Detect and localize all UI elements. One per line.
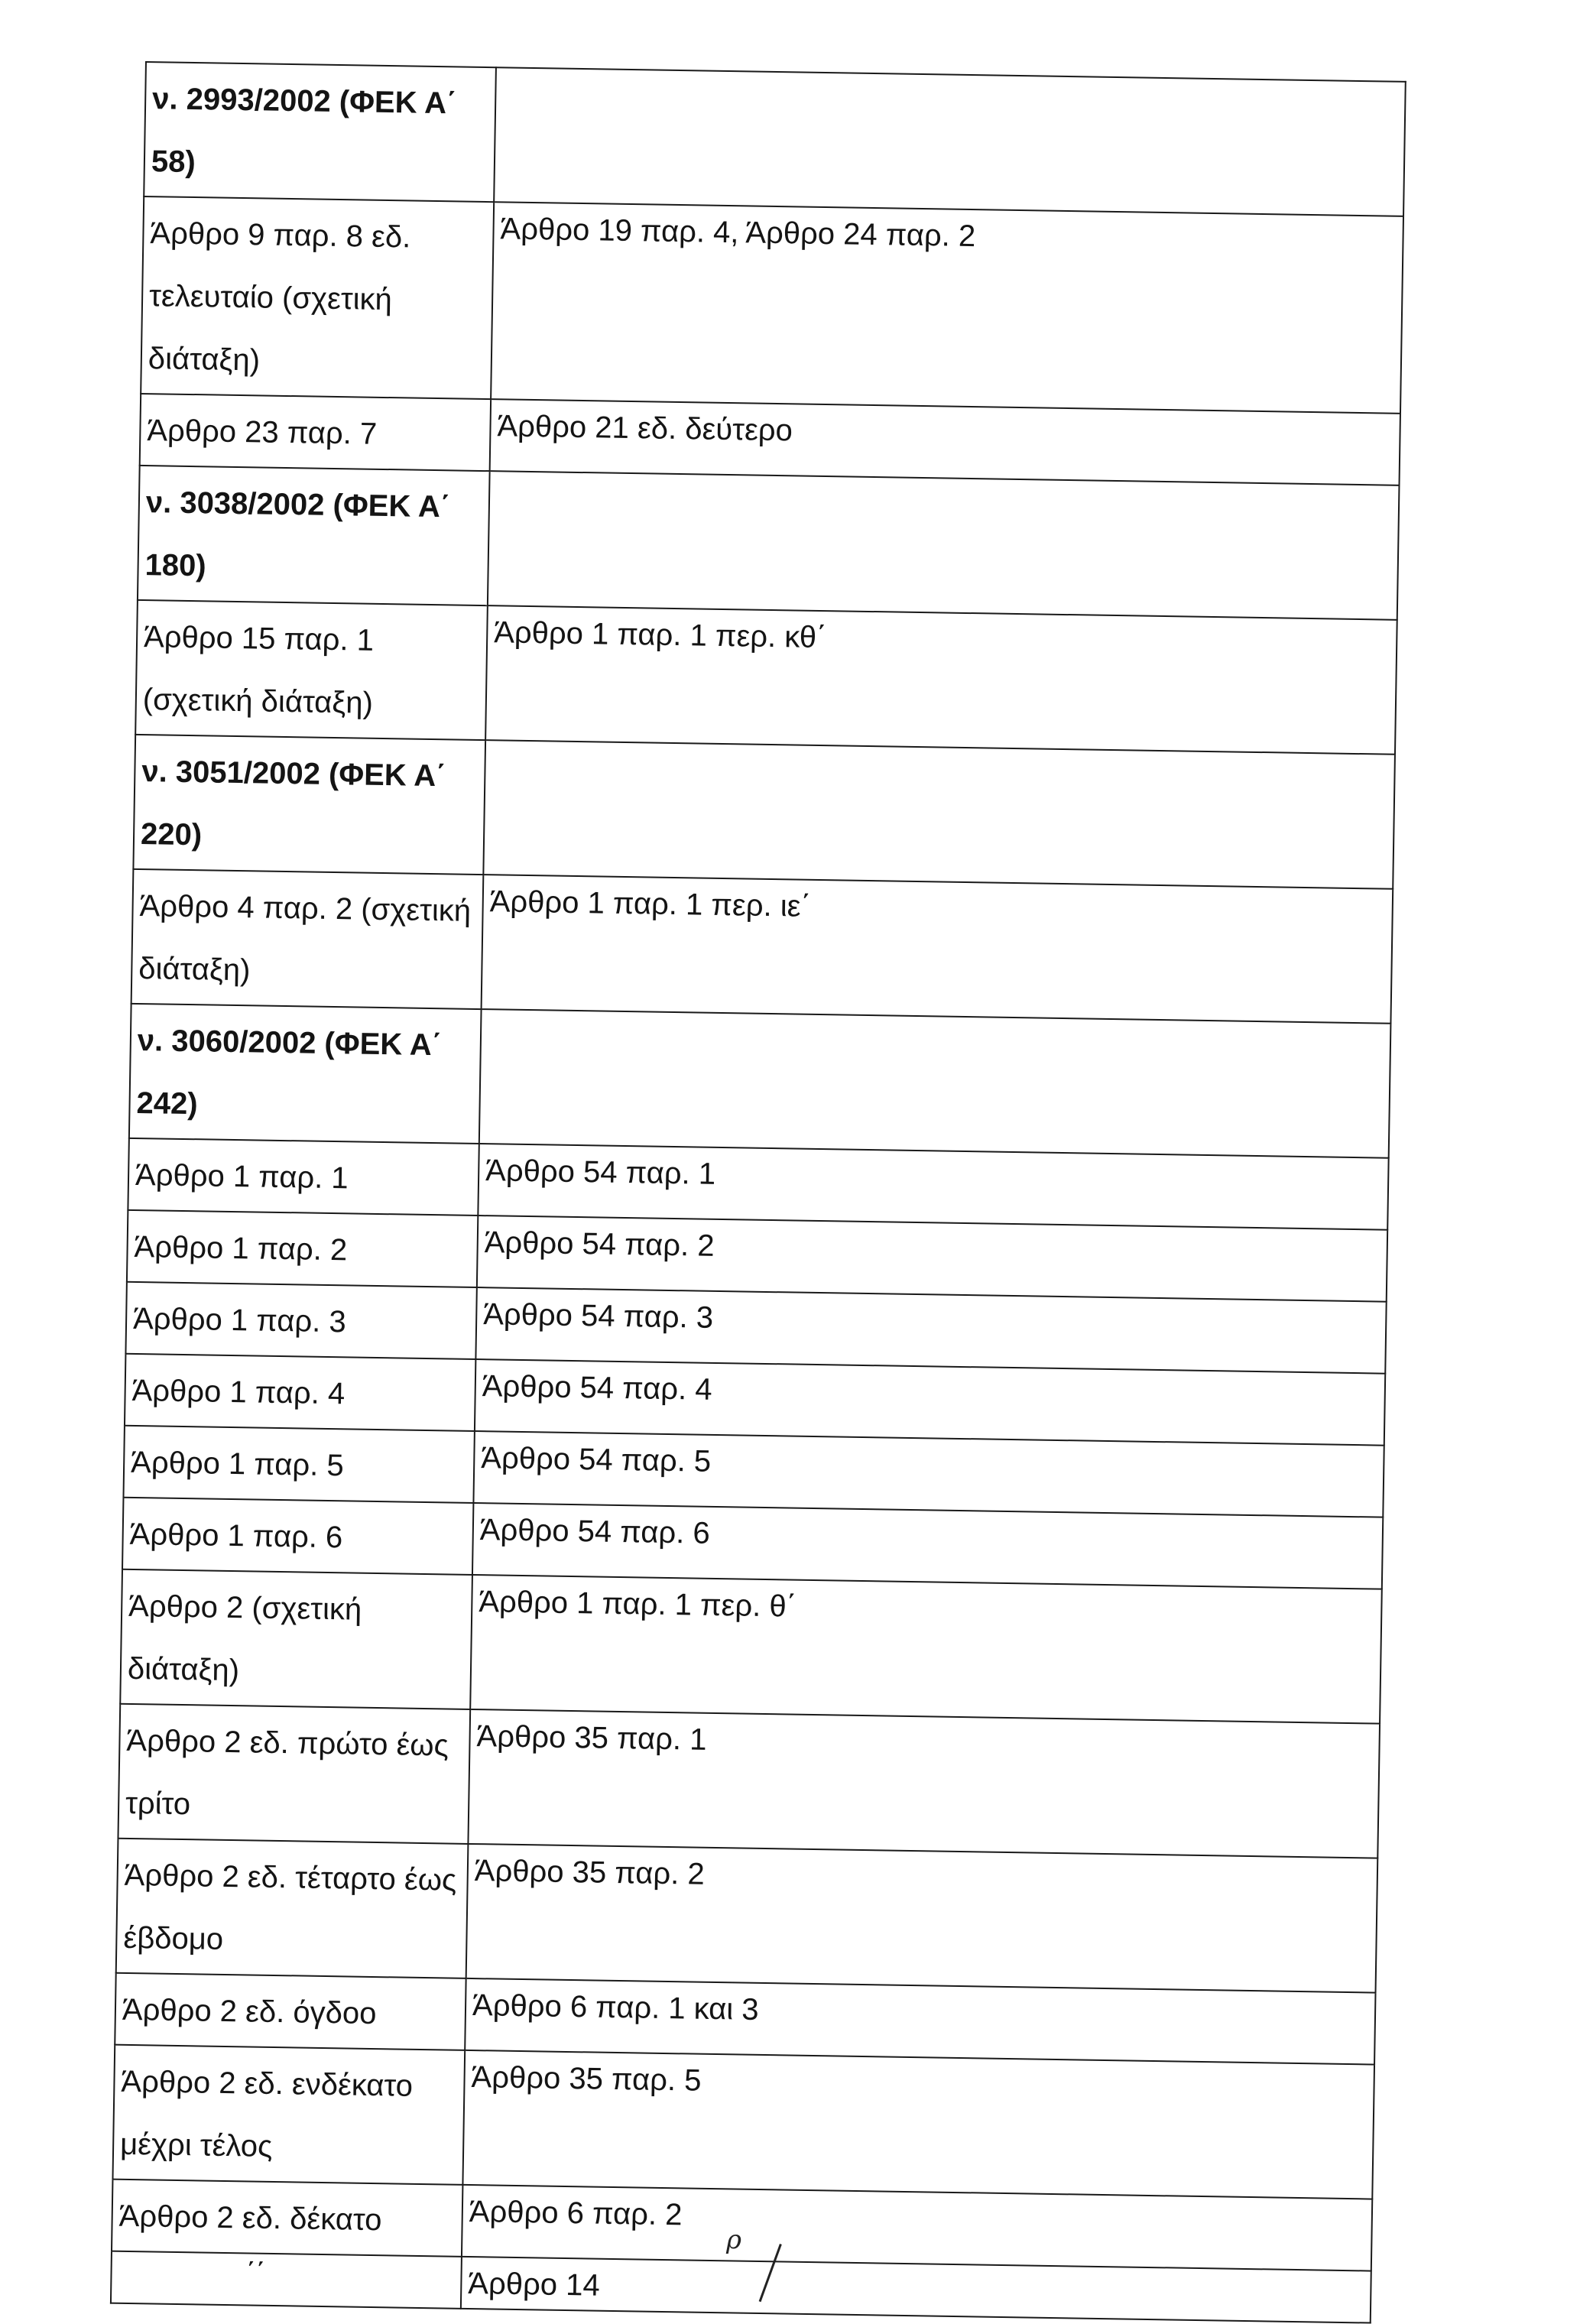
new-provision: Άρθρο 35 παρ. 5 <box>471 2060 702 2098</box>
old-provision-cell <box>140 394 491 471</box>
new-provision: Άρθρο 21 εδ. δεύτερο <box>497 409 793 448</box>
new-provision: Άρθρο 1 παρ. 1 περ. θ΄ <box>479 1585 797 1624</box>
old-provision-cell <box>115 1973 466 2050</box>
old-provision: Άρθρο 2 εδ. τέταρτο έως έβδομο <box>123 1858 457 1956</box>
new-provision: Άρθρο 35 παρ. 1 <box>476 1719 707 1757</box>
law-heading: ν. 3060/2002 (ΦΕΚ Α΄ 242) <box>136 1024 443 1121</box>
new-provision: Άρθρο 54 παρ. 2 <box>484 1225 715 1263</box>
new-provision-cell <box>475 1359 1385 1446</box>
new-provision: Άρθρο 6 παρ. 2 <box>469 2195 683 2232</box>
old-provision: Άρθρο 15 παρ. 1 (σχετική διάταξη) <box>142 620 375 720</box>
ditto-mark: ΄΄ <box>245 2257 266 2290</box>
law-heading-cell <box>138 466 490 605</box>
new-provision-cell <box>466 1844 1378 1993</box>
old-provision: Άρθρο 1 παρ. 6 <box>129 1517 343 1555</box>
old-provision: Άρθρο 4 παρ. 2 (σχετική διάταξη) <box>138 889 472 988</box>
table-row <box>141 196 1403 414</box>
table-row <box>138 466 1400 620</box>
old-provision-cell <box>116 1839 469 1978</box>
new-provision-cell <box>465 1978 1375 2065</box>
new-provision-cell <box>468 1709 1380 1858</box>
old-provision-cell <box>135 600 488 740</box>
new-provision: Άρθρο 1 παρ. 1 περ. κθ΄ <box>493 615 827 655</box>
old-provision-cell <box>127 1210 478 1287</box>
page-mark: ρ <box>726 2225 741 2255</box>
law-heading: ν. 3051/2002 (ΦΕΚ Α΄ 220) <box>140 755 446 852</box>
law-heading: ν. 2993/2002 (ΦΕΚ Α΄ 58) <box>151 82 457 180</box>
old-provision: Άρθρο 2 εδ. δέκατο <box>118 2199 382 2238</box>
new-provision: Άρθρο 6 παρ. 1 και 3 <box>472 1988 759 2027</box>
law-heading: ν. 3038/2002 (ΦΕΚ Α΄ 180) <box>144 485 451 583</box>
old-provision-cell <box>125 1354 475 1431</box>
old-provision-cell <box>112 2180 462 2257</box>
empty-cell <box>479 1009 1391 1158</box>
old-provision-cell <box>123 1426 474 1503</box>
new-provision-cell <box>478 1144 1388 1230</box>
table-row <box>131 869 1393 1024</box>
old-provision: Άρθρο 2 (σχετική διάταξη) <box>127 1589 362 1688</box>
new-provision-cell <box>485 605 1397 755</box>
new-provision: Άρθρο 54 παρ. 6 <box>479 1513 710 1550</box>
new-provision-cell <box>482 875 1393 1024</box>
new-provision-cell <box>490 399 1400 485</box>
old-provision: Άρθρο 1 παρ. 3 <box>132 1301 347 1339</box>
old-provision-cell <box>120 1569 472 1709</box>
old-provision-cell <box>112 2045 465 2185</box>
empty-cell <box>488 471 1400 620</box>
new-provision: Άρθρο 54 παρ. 3 <box>482 1297 714 1335</box>
new-provision-cell <box>473 1431 1384 1517</box>
new-provision: Άρθρο 54 παρ. 4 <box>482 1369 712 1407</box>
new-provision: Άρθρο 54 παρ. 5 <box>481 1441 712 1478</box>
old-provision: Άρθρο 9 παρ. 8 εδ. τελευταίο (σχετική διάταξη) <box>148 216 411 378</box>
new-provision-cell <box>470 1575 1382 1724</box>
new-provision: Άρθρο 19 παρ. 4, Άρθρο 24 παρ. 2 <box>500 212 976 254</box>
new-provision-cell <box>475 1287 1386 1374</box>
old-provision-cell <box>131 869 484 1009</box>
old-provision-cell <box>122 1498 473 1575</box>
table-row <box>133 735 1395 889</box>
new-provision-cell <box>491 202 1403 414</box>
old-provision: Άρθρο 2 εδ. πρώτο έως τρίτο <box>125 1723 449 1822</box>
old-provision: Άρθρο 1 παρ. 2 <box>134 1229 348 1267</box>
ditto-cell <box>111 2251 462 2309</box>
concordance-table <box>110 61 1406 2324</box>
table-row <box>144 62 1406 216</box>
table-row <box>112 2045 1374 2199</box>
old-provision-cell <box>128 1138 479 1216</box>
empty-cell <box>483 740 1395 889</box>
table-row <box>118 1704 1380 1858</box>
table-row <box>120 1569 1382 1724</box>
old-provision: Άρθρο 1 παρ. 1 <box>135 1157 349 1196</box>
table-row <box>129 1004 1391 1158</box>
old-provision: Άρθρο 23 παρ. 7 <box>147 414 378 451</box>
old-provision: Άρθρο 2 εδ. όγδοο <box>122 1992 377 2031</box>
old-provision-cell <box>125 1282 476 1359</box>
new-provision: Άρθρο 14 <box>468 2266 601 2303</box>
new-provision-cell <box>472 1503 1383 1589</box>
new-provision: Άρθρο 1 παρ. 1 περ. ιε΄ <box>489 884 812 923</box>
concordance-table-wrapper <box>110 61 1406 2324</box>
table-row <box>135 600 1397 755</box>
new-provision-cell <box>477 1216 1387 1302</box>
old-provision: Άρθρο 1 παρ. 5 <box>130 1445 345 1483</box>
law-heading-cell <box>144 62 496 202</box>
old-provision: Άρθρο 2 εδ. ενδέκατο μέχρι τέλος <box>119 2064 414 2163</box>
old-provision-cell <box>118 1704 470 1844</box>
new-provision: Άρθρο 54 παρ. 1 <box>485 1154 716 1191</box>
old-provision: Άρθρο 1 παρ. 4 <box>131 1373 346 1411</box>
law-heading-cell <box>129 1004 482 1144</box>
law-heading-cell <box>133 735 485 875</box>
empty-cell <box>494 67 1406 216</box>
new-provision: Άρθρο 35 παρ. 2 <box>474 1854 705 1891</box>
new-provision-cell <box>462 2050 1374 2199</box>
old-provision-cell <box>141 196 494 399</box>
new-provision-cell <box>462 2185 1372 2271</box>
table-row <box>116 1839 1378 1993</box>
